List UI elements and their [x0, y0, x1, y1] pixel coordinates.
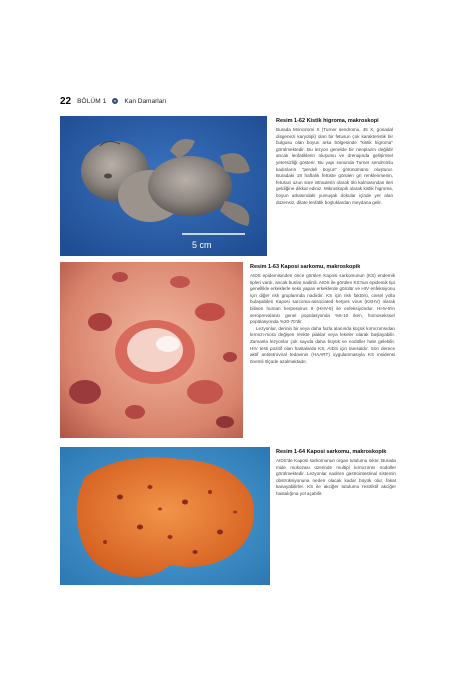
caption-title: Resim 1-63 Kaposi sarkomu, makroskopik	[250, 264, 361, 270]
caption-figure-1-62	[276, 118, 393, 206]
running-header	[60, 95, 166, 107]
fetus-photo-graphic	[60, 116, 267, 256]
caption-paragraph: Burada Monozomi X (Turner sendromu, 45 X, gonadal disgenezi karyotipi) olan bir fetusun çok karakteristik bir bulgusu olan boyun arka bölgesinde "kistik higroma" görülmektedir. Bu lezyon genelde bir neoplazm değildir ancak lenfatiklerin oluşumu ve drenajında gelişimsel yetersizliği gösterir. Bu yapı sonunda Turner sendromlu kadınların "perdeli boyun" görünümünü oluşturur. Buradaki 18 haftalık fetüste görülen gri renklenmenin, fetusun uzun süre intrauterin olarak ölü kalmasından ileri geldiğine dikkat ediniz. Mikroskopik olarak kistik higroma, boyun arkasındaki yumuşak dokular içinde yer alan düzensiz, dilate lenfatik boşluklardan meydana gelir.	[276, 127, 393, 205]
caption-figure-1-63	[250, 264, 395, 365]
caption-figure-1-64	[276, 449, 396, 498]
stomach-photo-graphic	[60, 447, 270, 585]
page-number: 22	[60, 95, 72, 107]
caption-paragraph: Lezyonlar, derinin bir veya daha fazla alanında küçük kırmızımsıdan kırmızı-mora değişen renkte plaklar veya lekeler olarak başlayabilir. Zamanla lezyonlar çok sayıda daha büyük ve nodüller hale gelebilir. HIV testi pozitif olan hastalarda KS, AIDS için tanısaldır. Son derece aktif antiretroviral tedavinin (HAART) uygulanmasıyla KS insidensi önemli ölçüde azalmaktadır.	[250, 325, 395, 364]
chapter-label: BÖLÜM 1	[77, 97, 107, 105]
scale-bar-label: 5 cm	[192, 240, 212, 250]
figure-cystic-hygroma-photo	[60, 116, 267, 256]
figure-kaposi-skin-photo	[60, 262, 243, 438]
chapter-bullet-icon	[112, 98, 118, 104]
caption-title: Resim 1-62 Kistik higroma, makroskopi	[276, 118, 379, 124]
figure-kaposi-stomach-photo	[60, 447, 270, 585]
caption-paragraph: AIDS'de Kaposi sarkomunun organ tutulumu sıktır. Burada mide mukozası üzerinde multipl kırmızımsı nodüller görülmektedir. Lezyonlar nadiren gastrointestinal sistemin obstrüksiyonuna neden olacak kadar büyük olur, fakat kanayabilirler. KS ile akciğer tutulumu restriktif akciğer hastalığına yol açabilir.	[276, 458, 396, 496]
caption-paragraph: AIDS epidemisinden önce görülen Kaposi sarkomunun (KS) endemik tipleri vardı, ancak bunlar nadirdi. AIDS ile görülen KS'nun epidemik tipi genellikle erkeklerle seks yapan erkeklerde görülür ve HIV enfeksiyonu için diğer risk gruplarında nadirdir. KS için risk faktörü, cinsel yolla bulaşabilen Kaposi sarcoma-associated herpes virus (KSHV) olarak bilinen human herpesvirus 8 (HHV-8) ile enfeksiyondur. HHV-8'in seroprevalansı genel popülasyonda %5-10 iken, homoseksüel popülasyonda %20-70'dir.	[250, 273, 395, 325]
section-title: Kan Damarları	[124, 97, 167, 105]
caption-title: Resim 1-64 Kaposi sarkomu, makroskopik	[276, 449, 387, 455]
skin-lesion-photo-graphic	[60, 262, 243, 438]
